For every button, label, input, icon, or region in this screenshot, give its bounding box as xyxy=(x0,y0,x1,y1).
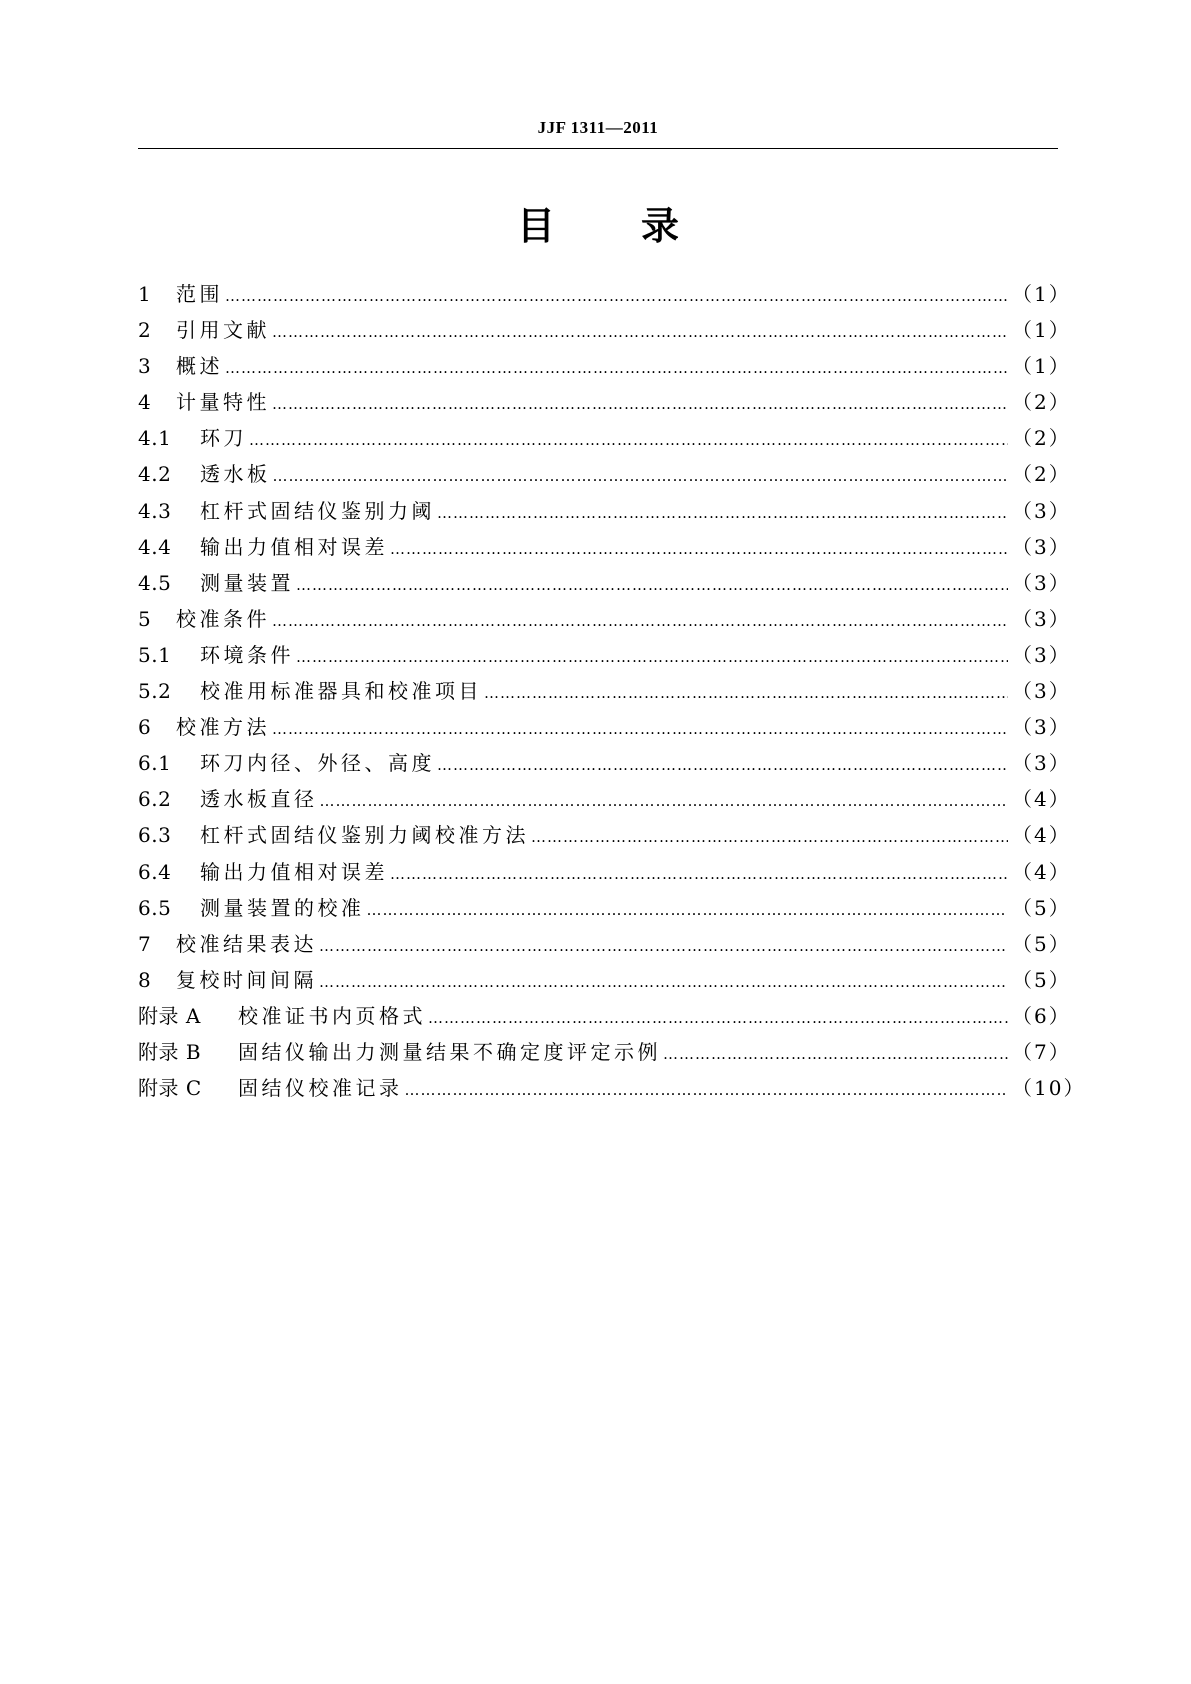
toc-entry-page-number: （1） xyxy=(1012,318,1071,343)
toc-entry-number: 4.3 xyxy=(138,498,172,523)
toc-entry-page-number: （3） xyxy=(1012,570,1071,595)
toc-entry-page-number: （4） xyxy=(1012,859,1071,884)
toc-dot-leader xyxy=(296,639,1008,675)
toc-entry-number: 6.5 xyxy=(138,895,172,920)
toc-entry-label: 环刀内径、外径、高度 xyxy=(200,751,435,776)
page-title-char-2: 录 xyxy=(641,204,680,248)
toc-entry[interactable] xyxy=(138,312,1071,348)
page-title xyxy=(138,195,1058,250)
toc-entry[interactable] xyxy=(138,384,1071,420)
toc-entry-page-number: （2） xyxy=(1012,462,1071,487)
toc-entry-page-number: （3） xyxy=(1012,642,1071,667)
toc-entry-page-number: （5） xyxy=(1012,967,1071,992)
toc-entry[interactable] xyxy=(138,420,1071,456)
toc-entry-number: 6.1 xyxy=(138,751,172,776)
toc-entry-page-number: （5） xyxy=(1012,895,1071,920)
toc-dot-leader xyxy=(319,964,1008,1000)
toc-entry[interactable] xyxy=(138,1034,1071,1070)
toc-entry[interactable] xyxy=(138,673,1071,709)
toc-entry-number: 附录 A xyxy=(138,1003,201,1028)
toc-dot-leader xyxy=(390,856,1008,892)
toc-dot-leader xyxy=(296,567,1008,603)
page-header-standard-code: JJF 1311—2011 xyxy=(537,118,659,137)
toc-entry[interactable] xyxy=(138,276,1071,312)
toc-entry-label: 测量装置的校准 xyxy=(200,895,365,920)
toc-entry[interactable] xyxy=(138,709,1071,745)
header-divider xyxy=(138,148,1058,149)
toc-entry[interactable] xyxy=(138,637,1071,673)
toc-dot-leader xyxy=(272,711,1008,747)
toc-entry-label: 杠杆式固结仪鉴别力阈校准方法 xyxy=(200,823,529,848)
toc-dot-leader xyxy=(273,458,1009,494)
toc-entry[interactable] xyxy=(138,998,1071,1034)
toc-entry-label: 校准用标准器具和校准项目 xyxy=(200,679,482,704)
toc-entry-label: 校准结果表达 xyxy=(176,931,317,956)
toc-entry[interactable] xyxy=(138,745,1071,781)
toc-entry-label: 校准证书内页格式 xyxy=(238,1003,426,1028)
toc-entry-number: 4.5 xyxy=(138,570,172,595)
toc-entry[interactable] xyxy=(138,854,1071,890)
toc-entry-number: 3 xyxy=(138,354,152,379)
toc-entry-number: 6.2 xyxy=(138,787,172,812)
toc-entry-number: 5.1 xyxy=(138,642,172,667)
toc-entry[interactable] xyxy=(138,962,1071,998)
toc-entry[interactable] xyxy=(138,348,1071,384)
toc-entry-page-number: （2） xyxy=(1012,426,1071,451)
toc-entry-label: 校准方法 xyxy=(176,715,270,740)
toc-entry-number: 4.4 xyxy=(138,534,172,559)
toc-entry-label: 透水板 xyxy=(200,462,271,487)
toc-entry[interactable] xyxy=(138,817,1071,853)
toc-dot-leader xyxy=(272,314,1008,350)
toc-dot-leader xyxy=(437,747,1008,783)
toc-dot-leader xyxy=(319,928,1008,964)
toc-dot-leader xyxy=(428,1000,1008,1036)
toc-entry-number: 6 xyxy=(138,715,152,740)
toc-entry-number: 5 xyxy=(138,606,152,631)
toc-entry-page-number: （6） xyxy=(1012,1003,1071,1028)
toc-entry[interactable] xyxy=(138,456,1071,492)
toc-entry-label: 测量装置 xyxy=(200,570,294,595)
toc-entry-page-number: （5） xyxy=(1012,931,1071,956)
toc-entry-page-number: （3） xyxy=(1012,606,1071,631)
toc-entry-label: 杠杆式固结仪鉴别力阈 xyxy=(200,498,435,523)
toc-entry-label: 计量特性 xyxy=(176,390,270,415)
toc-entry-number: 5.2 xyxy=(138,679,172,704)
toc-entry[interactable] xyxy=(138,565,1071,601)
toc-entry-page-number: （3） xyxy=(1012,715,1071,740)
toc-entry[interactable] xyxy=(138,601,1071,637)
toc-entry-page-number: （4） xyxy=(1012,823,1071,848)
toc-entry-number: 附录 B xyxy=(138,1039,202,1064)
toc-entry-page-number: （10） xyxy=(1012,1076,1086,1101)
toc-entry-label: 固结仪校准记录 xyxy=(238,1076,403,1101)
toc-entry-page-number: （7） xyxy=(1012,1039,1071,1064)
toc-entry-number: 6.3 xyxy=(138,823,172,848)
toc-dot-leader xyxy=(531,819,1008,855)
toc-dot-leader xyxy=(390,531,1008,567)
toc-entry-page-number: （2） xyxy=(1012,390,1071,415)
toc-entry-number: 4 xyxy=(138,390,152,415)
toc-dot-leader xyxy=(225,278,1008,314)
page-title-char-1: 目 xyxy=(516,204,555,248)
toc-entry[interactable] xyxy=(138,1070,1086,1106)
toc-entry-label: 校准条件 xyxy=(176,606,270,631)
toc-dot-leader xyxy=(405,1072,1009,1108)
toc-entry-page-number: （3） xyxy=(1012,534,1071,559)
toc-entry-number: 7 xyxy=(138,931,152,956)
toc-entry-label: 透水板直径 xyxy=(200,787,318,812)
toc-entry-label: 输出力值相对误差 xyxy=(200,859,388,884)
toc-entry-page-number: （1） xyxy=(1012,354,1071,379)
toc-entry-label: 环刀 xyxy=(200,426,247,451)
toc-entry-page-number: （3） xyxy=(1012,498,1071,523)
toc-entry-number: 6.4 xyxy=(138,859,172,884)
toc-entry-label: 概述 xyxy=(176,354,223,379)
toc-entry[interactable] xyxy=(138,781,1071,817)
toc-dot-leader xyxy=(367,892,1009,928)
toc-entry-number: 8 xyxy=(138,967,152,992)
toc-entry-label: 复校时间间隔 xyxy=(176,967,317,992)
toc-entry-number: 4.1 xyxy=(138,426,172,451)
toc-dot-leader xyxy=(484,675,1008,711)
toc-entry-page-number: （4） xyxy=(1012,787,1071,812)
toc-dot-leader xyxy=(437,495,1008,531)
toc-entry[interactable] xyxy=(138,890,1071,926)
toc-entry[interactable] xyxy=(138,493,1071,529)
toc-dot-leader xyxy=(272,386,1008,422)
toc-entry-label: 环境条件 xyxy=(200,642,294,667)
toc-entry-label: 输出力值相对误差 xyxy=(200,534,388,559)
toc-entry-number: 2 xyxy=(138,318,152,343)
toc-entry-page-number: （3） xyxy=(1012,679,1071,704)
toc-entry-page-number: （3） xyxy=(1012,751,1071,776)
toc-entry[interactable] xyxy=(138,529,1071,565)
toc-dot-leader xyxy=(272,603,1008,639)
toc-dot-leader xyxy=(663,1036,1008,1072)
toc-entry-label: 范围 xyxy=(176,282,223,306)
toc-dot-leader xyxy=(225,350,1008,386)
table-of-contents xyxy=(138,276,1086,1106)
toc-entry-label: 固结仪输出力测量结果不确定度评定示例 xyxy=(238,1039,661,1064)
toc-entry-label: 引用文献 xyxy=(176,318,270,343)
toc-entry-number: 附录 C xyxy=(138,1076,202,1101)
toc-entry-number: 4.2 xyxy=(138,462,172,487)
toc-entry[interactable] xyxy=(138,926,1071,962)
toc-entry-number: 1 xyxy=(138,282,152,306)
toc-dot-leader xyxy=(249,422,1008,458)
toc-dot-leader xyxy=(320,783,1009,819)
toc-entry-page-number: （1） xyxy=(1012,282,1071,306)
